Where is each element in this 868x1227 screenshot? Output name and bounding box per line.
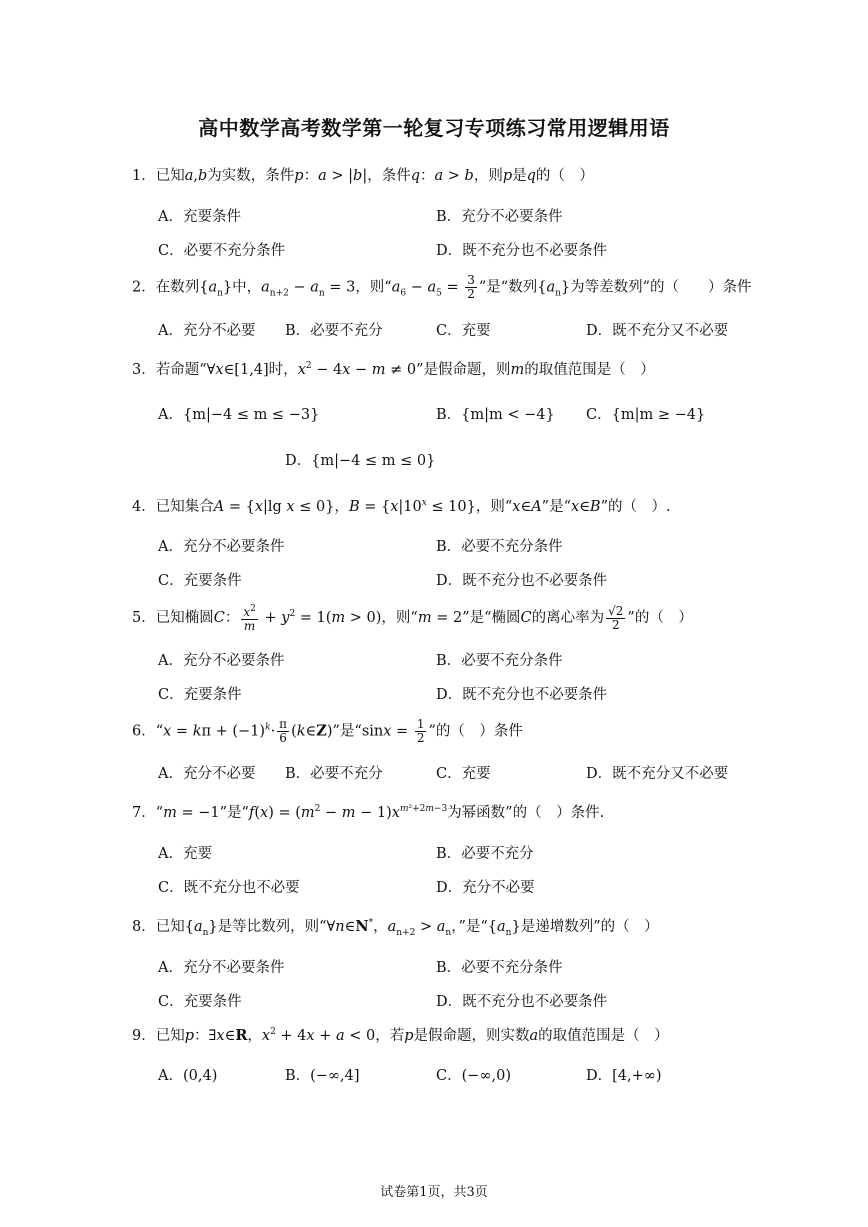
q3-option-a: A．{m|−4 ≤ m ≤ −3}: [158, 407, 320, 423]
q1-option-a: A．充要条件: [158, 209, 241, 225]
q6-option-b: B．必要不充分: [285, 766, 383, 782]
q9-option-d: D．[4,+∞): [586, 1068, 662, 1084]
q8-option-c: C．充要条件: [158, 994, 242, 1010]
q2-option-c: C．充要: [436, 323, 491, 339]
q4-option-c: C．充要条件: [158, 573, 242, 589]
q9-option-b: B．(−∞,4]: [285, 1068, 360, 1084]
q3-option-b: B．{m|m < −4}: [436, 407, 555, 423]
question-5: 5．已知椭圆C： $\frac{x^2}{m}$ + $y^2 = 1(m > 0)$，则“m = 2”是“椭圆C的离心率为 $\frac{√2}{2}$ ”的（ ）: [132, 603, 693, 633]
q8-option-a: A．充分不必要条件: [158, 960, 285, 976]
q6-option-d: D．既不充分又不必要: [586, 766, 729, 782]
q7-option-c: C．既不充分也不必要: [158, 880, 300, 896]
question-2: 2．在数列$\{a_n\}$中，$a_{n+2} - a_n = 3$，则“$a_6 - a_5$ = $\frac{3}{2}$ ”是“数列$\{a_n\}$为等差数列”的（ ）条件: [132, 273, 752, 301]
q5-option-c: C．充要条件: [158, 687, 242, 703]
q7-option-b: B．必要不充分: [436, 846, 534, 862]
q1-option-d: D．既不充分也不必要条件: [436, 243, 608, 259]
q2-option-a: A．充分不必要: [158, 323, 256, 339]
question-8: 8．已知$\{a_n\}$是等比数列，则“∀n∈N*，$a_{n+2} > a_n$，”是“$\{a_n\}$是递增数列”的（ ）: [132, 918, 659, 938]
q4-option-b: B．必要不充分条件: [436, 539, 563, 555]
q1-option-b: B．充分不必要条件: [436, 209, 563, 225]
q8-option-b: B．必要不充分条件: [436, 960, 563, 976]
q7-option-d: D．充分不必要: [436, 880, 535, 896]
q5-option-b: B．必要不充分条件: [436, 653, 563, 669]
question-3: 3．若命题“∀x∈[1,4]时，$x^2 - 4x - m \ne 0$”是假命题，则m的取值范围是（ ）: [132, 361, 655, 378]
question-7: 7．“m = −1”是“$f(x) = (m^2 - m - 1)x^{m^2+2m-3}$为幂函数”的（ ）条件.: [132, 804, 605, 821]
question-6: 6．“$x = k\pi + (-1)^k\cdot$ $\frac{\pi}{6}$ (k∈Z)”是“sinx = $\frac{1}{2}$ ”的（ ）条件: [132, 717, 523, 745]
q2-option-b: B．必要不充分: [285, 323, 383, 339]
q9-option-c: C．(−∞,0): [436, 1068, 511, 1084]
q4-option-a: A．充分不必要条件: [158, 539, 285, 555]
q8-option-d: D．既不充分也不必要条件: [436, 994, 608, 1010]
q7-option-a: A．充要: [158, 846, 212, 862]
q3-option-c: C．{m|m ≥ −4}: [586, 407, 706, 423]
q5-option-d: D．既不充分也不必要条件: [436, 687, 608, 703]
q4-option-d: D．既不充分也不必要条件: [436, 573, 608, 589]
question-9: 9．已知p：∃x∈R，$x^2 + 4x + a < 0$，若p是假命题，则实数a的取值范围是（ ）: [132, 1027, 669, 1044]
q3-option-d: D．{m|−4 ≤ m ≤ 0}: [285, 453, 436, 469]
q6-option-c: C．充要: [436, 766, 491, 782]
question-4: 4．已知集合A = {x|lg x ≤ 0}，$B = \{x|10^x \le 10\}$，则“x∈A”是“x∈B”的（ ）.: [132, 498, 671, 515]
q5-option-a: A．充分不必要条件: [158, 653, 285, 669]
q6-option-a: A．充分不必要: [158, 766, 256, 782]
q1-option-c: C．必要不充分条件: [158, 243, 286, 259]
page-title: 高中数学高考数学第一轮复习专项练习常用逻辑用语: [198, 116, 670, 140]
page-footer: 试卷第1页，共3页: [380, 1185, 488, 1200]
q2-option-d: D．既不充分又不必要: [586, 323, 729, 339]
q9-option-a: A．(0,4): [158, 1068, 218, 1084]
